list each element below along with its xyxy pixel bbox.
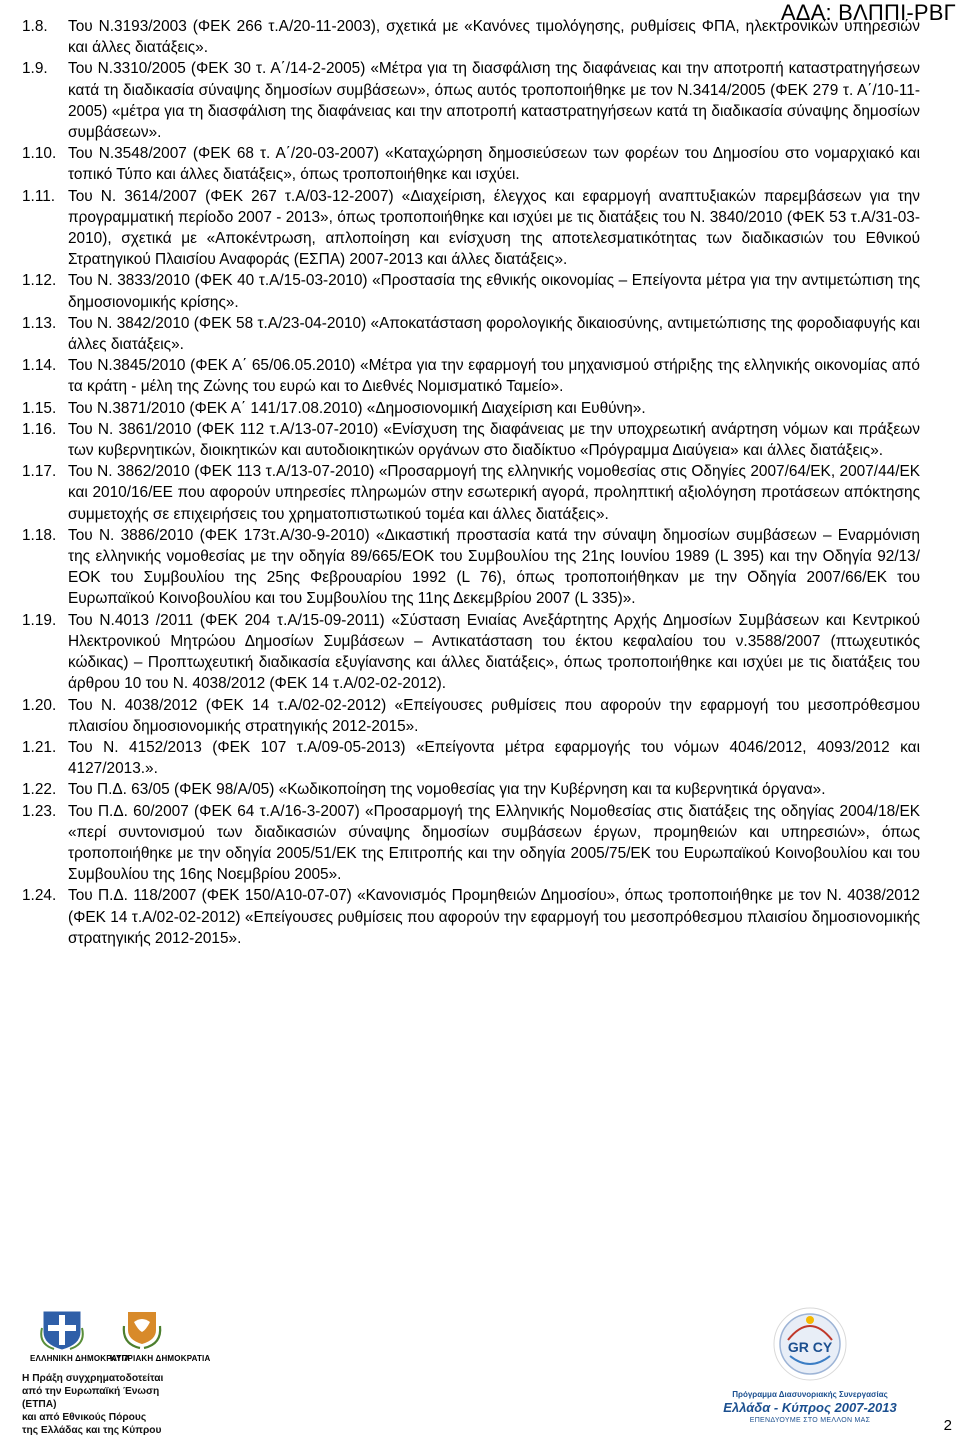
footer [0, 1296, 960, 1450]
programme-main: Ελλάδα - Κύπρος 2007-2013 [723, 1400, 897, 1415]
item-text: Του Ν. 3614/2007 (ΦΕΚ 267 τ.Α/03-12-2007) «Διαχείριση, έλεγχος και εφαρμογή αναπτυξιακών παρεμβάσεων για την προγραμματική περίοδο 2007 - 2013», όπως τροποποιήθηκε και ισχύει με τις διατάξεις του Ν. 3840/2010 (ΦΕΚ 53 τ.Α/31-03-2010), σχετικά με «Αποκέντρωση, απλοποίηση και ενίσχυση της αποτελεσματικότητας των διαδικασιών του Εθνικού Στρατηγικού Πλαισίου Αναφοράς (ΕΣΠΑ) 2007-2013 και άλλες διατάξεις». [68, 187, 920, 269]
greek-emblem-caption: ΕΛΛΗΝΙΚΗ ΔΗΜΟΚΡΑΤΙΑ [30, 1354, 130, 1363]
list-item [22, 143, 920, 185]
list-item [22, 270, 920, 312]
programme-block [720, 1389, 900, 1425]
list-item [22, 779, 920, 800]
item-number: 1.13. [22, 314, 57, 332]
list-item [22, 355, 920, 397]
item-number: 1.8. [22, 18, 48, 35]
item-text: Του Ν.3548/2007 (ΦΕΚ 68 τ. Α΄/20-03-2007) «Καταχώρηση δημοσιεύσεων των φορέων του Δημοσίου στο νομαρχιακό και τοπικό Τύπο και άλλες διατάξεις», όπως τροποποιήθηκε και ισχύει. [68, 145, 920, 184]
legal-references-list [22, 16, 920, 949]
item-text: Του Ν. 3833/2010 (ΦΕΚ 40 τ.Α/15-03-2010) «Προστασία της εθνικής οικονομίας – Επείγοντα μέτρα για την αντιμετώπιση της δημοσιονομικής κρίσης». [68, 272, 920, 311]
list-item [22, 695, 920, 737]
item-text: Του Ν.4013 /2011 (ΦΕΚ 204 τ.Α/15-09-2011) «Σύσταση Ενιαίας Ανεξάρτητης Αρχής Δημοσίων Συμβάσεων και Κεντρικού Ηλεκτρονικού Μητρώου Δημοσίων Συμβάσεων – Αντικατάσταση του έκτου κεφαλαίου του ν.3588/2007 (πτωχευτικός κώδικας) – Προπτωχευτική διαδικασία εξυγίανσης και άλλες διατάξεις», όπως τροποποιήθηκε και ισχύει με τις διατάξεις του άρθρου 10 του Ν. 4038/2012 (ΦΕΚ 14 τ.Α/02-02-2012). [68, 611, 920, 693]
list-item [22, 885, 920, 949]
list-item [22, 461, 920, 525]
item-text: Του Ν.3871/2010 (ΦΕΚ Α΄ 141/17.08.2010) «Δημοσιονομική Διαχείριση και Ευθύνη». [68, 399, 646, 417]
item-text: Του Ν. 4152/2013 (ΦΕΚ 107 τ.Α/09-05-2013) «Επείγοντα μέτρα εφαρμογής του νόμων 4046/2012, 4093/2012 και 4127/2013.». [68, 738, 920, 778]
programme-top: Πρόγραμμα Διασυνοριακής Συνεργασίας [732, 1390, 888, 1399]
item-text: Του Π.Δ. 63/05 (ΦΕΚ 98/Α/05) «Κωδικοποίηση της νομοθεσίας για την Κυβέρνηση και τα κυβερνητικά όργανα». [68, 781, 826, 799]
item-number: 1.12. [22, 272, 57, 290]
ada-code: ΑΔΑ: ΒΛΠΠΙ-ΡΒΓ [780, 0, 956, 25]
item-text: Του Ν.3845/2010 (ΦΕΚ Α΄ 65/06.05.2010) «Μέτρα για την εφαρμογή του μηχανισμού στήριξης της ελληνικής οικονομίας από τα κράτη - μέλη της Ζώνης του ευρώ και το Διεθνές Νομισματικό Ταμείο». [68, 357, 920, 396]
eu-funding-line: Η Πράξη συγχρηματοδοτείται [22, 1373, 164, 1384]
item-number: 1.18. [22, 526, 57, 544]
list-item [22, 610, 920, 695]
list-item [22, 525, 920, 610]
page-number: 2 [943, 1417, 952, 1434]
item-text: Του Ν. 3861/2010 (ΦΕΚ 112 τ.Α/13-07-2010) «Ενίσχυση της διαφάνειας με την υποχρεωτική ανάρτηση νόμων και πράξεων των κυβερνητικών, διοικητικών και αυτοδιοικητικών οργάνων στο διαδίκτυο «Πρόγραμμα Διαύγεια» και άλλες διατάξεις». [68, 420, 920, 460]
eu-funding-line: και από Εθνικούς Πόρους [22, 1412, 147, 1423]
item-number: 1.11. [22, 187, 56, 205]
item-number: 1.9. [22, 60, 48, 78]
list-item [22, 398, 920, 419]
list-item [22, 186, 920, 271]
item-number: 1.23. [22, 802, 57, 820]
item-number: 1.19. [22, 611, 57, 629]
greek-emblem-icon [40, 1310, 84, 1350]
item-number: 1.24. [22, 887, 57, 905]
item-number: 1.17. [22, 463, 57, 481]
item-number: 1.22. [22, 781, 57, 799]
item-text: Του Ν. 3862/2010 (ΦΕΚ 113 τ.Α/13-07-2010) «Προσαρμογή της ελληνικής νομοθεσίας στις Οδηγίες 2007/64/ΕΚ, 2007/44/ΕΚ και 2010/16/ΕΕ που αφορούν υπηρεσίες πληρωμών στην εσωτερική αγορά, προληπτική αξιολόγηση προτάσεων απόκτησης συμμετοχής σε επιχειρήσεις του χρηματοπιστωτικού τομέα και άλλες διατάξεις». [68, 463, 920, 523]
list-item [22, 801, 920, 886]
programme-logo-icon [770, 1302, 850, 1386]
item-number: 1.10. [22, 145, 57, 163]
list-item [22, 737, 920, 779]
programme-logo-text: GR CY [787, 1339, 833, 1355]
programme-bottom: ΕΠΕΝΔΥΟΥΜΕ ΣΤΟ ΜΕΛΛΟΝ ΜΑΣ [749, 1417, 871, 1424]
list-item [22, 313, 920, 355]
list-item [22, 58, 920, 143]
cyprus-emblem-caption: ΚΥΠΡΙΑΚΗ ΔΗΜΟΚΡΑΤΙΑ [110, 1354, 211, 1363]
item-text: Του Ν. 4038/2012 (ΦΕΚ 14 τ.Α/02-02-2012) «Επείγουσες ρυθμίσεις που αφορούν την εφαρμογή του μεσοπρόθεσμου πλαισίου δημοσιονομικής στρατηγικής 2012-2015». [68, 696, 920, 735]
eu-funding-text [22, 1372, 192, 1437]
item-number: 1.21. [22, 738, 57, 756]
item-number: 1.20. [22, 696, 57, 714]
item-text: Του Ν.3193/2003 (ΦΕΚ 266 τ.Α/20-11-2003), σχετικά με «Κανόνες τιμολόγησης, ρυθμίσεις ΦΠΑ, ηλεκτρονικών υπηρεσιών και άλλες διατάξεις». [68, 18, 920, 57]
list-item [22, 16, 920, 58]
eu-funding-line: της Ελλάδας και της Κύπρου [22, 1425, 162, 1436]
item-text: Του Π.Δ. 60/2007 (ΦΕΚ 64 τ.Α/16-3-2007) «Προσαρμογή της Ελληνικής Νομοθεσίας στις διατάξεις της οδηγίας 2004/18/ΕΚ «περί συντονισμού των διαδικασιών σύναψης δημοσίων συμβάσεων έργων, προμηθειών και υπηρεσιών», όπως τροποποιήθηκε με την οδηγία 2005/51/ΕΚ της Επιτροπής και την οδηγία 2005/75/ΕΚ του Ευρωπαϊκού Κοινοβουλίου και του Συμβουλίου της 16ης Νοεμβρίου 2005». [68, 802, 920, 884]
item-text: Του Ν. 3886/2010 (ΦΕΚ 173τ.Α/30-9-2010) «Δικαστική προστασία κατά την σύναψη δημοσίων συμβάσεων – Εναρμόνιση της ελληνικής νομοθεσίας με την οδηγία 89/665/ΕΟΚ του Συμβουλίου της 21ης Ιουνίου 1989 (L 395) και την Οδηγία 92/13/ΕΟΚ του Συμβουλίου της 25ης Φεβρουαρίου 1992 (L 76), όπως τροποποιήθηκαν με την Οδηγία 2007/66/ΕΚ του Ευρωπαϊκού Κοινοβουλίου και του Συμβουλίου της 11ης Δεκεμβρίου 2007 (L 335)». [68, 526, 920, 608]
item-number: 1.15. [22, 399, 57, 417]
item-number: 1.16. [22, 420, 57, 438]
list-item [22, 419, 920, 461]
item-text: Του Π.Δ. 118/2007 (ΦΕΚ 150/Α10-07-07) «Κανονισμός Προμηθειών Δημοσίου», όπως τροποποιήθηκε με τον Ν. 4038/2012 (ΦΕΚ 14 τ.Α/02-02-2012) «Επείγουσες ρυθμίσεις που αφορούν την εφαρμογή του μεσοπρόθεσμου πλαισίου δημοσιονομικής στρατηγικής 2012-2015». [68, 887, 920, 947]
cyprus-emblem-icon [120, 1306, 164, 1350]
eu-funding-line: από την Ευρωπαϊκή Ένωση (ΕΤΠΑ) [22, 1386, 160, 1410]
item-number: 1.14. [22, 357, 57, 375]
item-text: Του Ν. 3842/2010 (ΦΕΚ 58 τ.Α/23-04-2010) «Αποκατάσταση φορολογικής δικαιοσύνης, αντιμετώπισης της φοροδιαφυγής και άλλες διατάξεις». [68, 314, 920, 354]
item-text: Του Ν.3310/2005 (ΦΕΚ 30 τ. Α΄/14-2-2005) «Μέτρα για τη διασφάλιση της διαφάνειας και την αποτροπή καταστρατηγήσεων κατά τη διαδικασία σύναψης δημοσίων συμβάσεων», όπως αυτός τροποποιήθηκε με τον Ν.3414/2005 (ΦΕΚ 279 τ. Α΄/10-11-2005) «μέτρα για τη διασφάλιση της διαφάνειας και την αποτροπή καταστρατηγήσεων κατά τη διαδικασία σύναψης δημοσίων συμβάσεων». [68, 60, 920, 142]
